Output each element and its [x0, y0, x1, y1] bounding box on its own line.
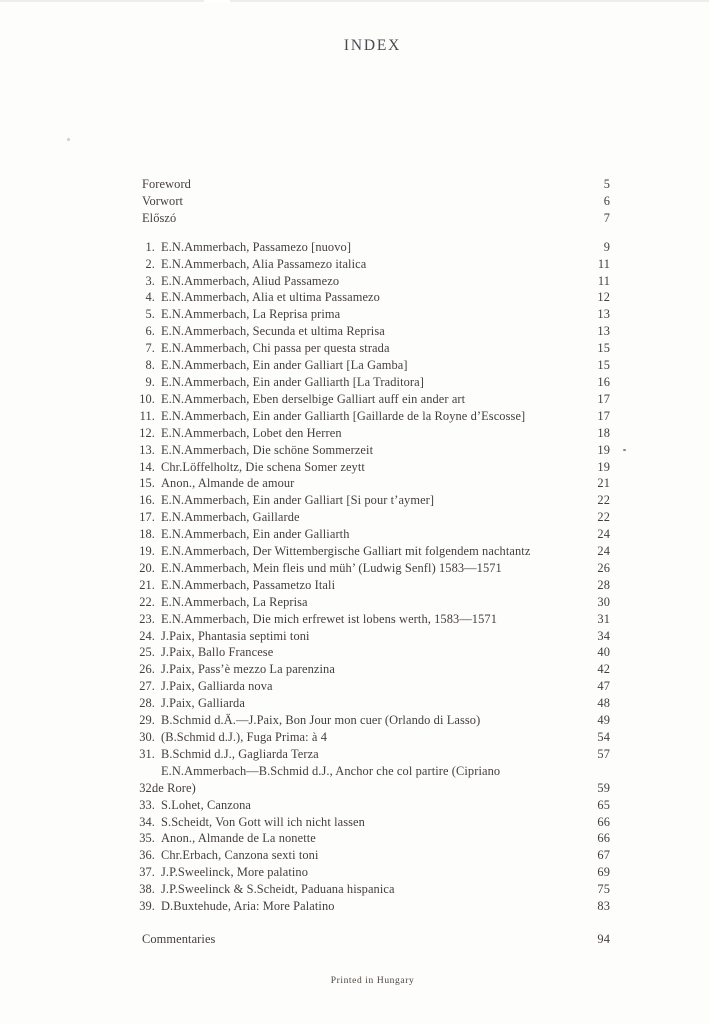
index-entry-row	[135, 543, 610, 560]
page-title: INDEX	[343, 37, 402, 54]
entry-title-line: E.N.Ammerbach, Eben derselbige Galliart auff ein ander art	[161, 391, 466, 406]
index-entry-row	[135, 475, 610, 492]
entry-title	[161, 239, 580, 256]
entry-title	[161, 678, 580, 695]
entry-title	[161, 256, 580, 273]
index-entry-row	[135, 289, 610, 306]
index-entry-row	[135, 459, 610, 476]
page-number: 13	[597, 324, 610, 339]
index-entry-row	[135, 712, 610, 729]
page-number: 24	[597, 527, 610, 542]
entry-number: 26.	[139, 662, 155, 677]
entry-title	[161, 898, 580, 915]
entry-title-line: E.N.Ammerbach, Der Wittembergische Galliart mit folgendem nachtantz	[161, 544, 531, 559]
page-number: 7	[603, 210, 610, 225]
entry-title	[161, 340, 580, 357]
entry-title	[161, 729, 580, 746]
entry-title-line: J.P.Sweelinck, More palatino	[161, 865, 308, 880]
entry-title	[161, 475, 580, 492]
scan-top-edge-notch-artifact	[204, 0, 230, 3]
entry-title-line: E.N.Ammerbach, Mein fleis und müh’ (Ludwig Senfl) 1583—1571	[161, 560, 502, 575]
page-number: 48	[597, 696, 610, 711]
entry-title	[161, 526, 580, 543]
front-matter-label: Vorwort	[142, 193, 184, 208]
index-entry-row	[135, 763, 610, 797]
entry-number: 25.	[139, 645, 155, 660]
index-entry-row	[135, 661, 610, 678]
page-number: 83	[597, 899, 610, 914]
entry-number: 13.	[139, 442, 155, 457]
entry-title-line: J.Paix, Galliarda nova	[161, 679, 273, 694]
entry-title	[152, 763, 580, 797]
entry-title-line: D.Buxtehude, Aria: More Palatino	[161, 899, 335, 914]
index-entry-row	[135, 864, 610, 881]
page-number: 19	[597, 459, 610, 474]
index-entry-row	[135, 611, 610, 628]
entry-title-line: de Rore)	[152, 780, 196, 795]
entry-title-line: J.Paix, Ballo Francese	[161, 645, 274, 660]
entry-title	[161, 492, 580, 509]
index-entry-row	[135, 644, 610, 661]
entry-number: 19.	[139, 544, 155, 559]
entry-title	[161, 442, 580, 459]
entry-title-line: Chr.Erbach, Canzona sexti toni	[161, 848, 319, 863]
page-number: 17	[597, 408, 610, 423]
entry-title	[161, 644, 580, 661]
entry-title	[161, 881, 580, 898]
entry-title	[161, 273, 580, 290]
entry-title-line: E.N.Ammerbach, Ein ander Galliarth [Gaillarde de la Royne d’Escosse]	[161, 408, 526, 423]
entry-title-line: E.N.Ammerbach, Lobet den Herren	[161, 425, 342, 440]
page-number: 16	[597, 374, 610, 389]
entry-title-line: E.N.Ammerbach, Passametzo Itali	[161, 577, 336, 592]
page-number: 15	[597, 358, 610, 373]
entry-title	[161, 577, 580, 594]
index-entry-row	[135, 746, 610, 763]
entry-title	[161, 509, 580, 526]
entry-title-line: E.N.Ammerbach, Ein ander Galliart [Si pour t’aymer]	[161, 493, 435, 508]
entry-title	[161, 661, 580, 678]
entry-title-line: E.N.Ammerbach, Gaillarde	[161, 510, 300, 525]
entry-title	[161, 628, 580, 645]
page-number: 69	[597, 865, 610, 880]
page-number: 13	[597, 307, 610, 322]
index-entry-row	[135, 492, 610, 509]
scan-speck-artifact	[67, 138, 70, 141]
index-entry-row	[135, 323, 610, 340]
front-matter-label: Foreword	[142, 177, 191, 191]
page-number: 5	[603, 177, 610, 191]
commentaries-label: Commentaries	[142, 931, 216, 946]
entry-title-line: J.Paix, Phantasia septimi toni	[161, 628, 310, 643]
index-entry-row	[135, 425, 610, 442]
entry-number: 15.	[139, 476, 155, 491]
page-number: 6	[603, 193, 610, 208]
index-entry-row	[135, 509, 610, 526]
entry-number: 9.	[145, 374, 155, 389]
entry-number: 11.	[139, 408, 155, 423]
page-number: 21	[597, 476, 610, 491]
entry-number: 32.	[139, 780, 155, 795]
imprint-text: Printed in Hungary	[330, 976, 415, 986]
page-number: 31	[597, 611, 610, 626]
entry-title	[161, 374, 580, 391]
entry-title	[161, 847, 580, 864]
entry-title-line: B.Schmid d.Ä.—J.Paix, Bon Jour mon cuer (Orlando di Lasso)	[161, 713, 481, 728]
entry-title-line: Anon., Almande de amour	[161, 476, 295, 491]
entry-number: 5.	[145, 307, 155, 322]
entry-title	[161, 323, 580, 340]
page-number: 11	[597, 273, 610, 288]
page-number: 75	[597, 882, 610, 897]
entry-number: 20.	[139, 560, 155, 575]
entry-number: 39.	[139, 899, 155, 914]
page-number: 28	[597, 577, 610, 592]
entry-title	[161, 611, 580, 628]
index-entry-row	[135, 340, 610, 357]
entry-title	[161, 289, 580, 306]
entry-title	[161, 797, 580, 814]
entry-title-line: E.N.Ammerbach, La Reprisa	[161, 594, 308, 609]
entry-title	[161, 814, 580, 831]
index-entry-row	[135, 898, 610, 915]
entry-number: 24.	[139, 628, 155, 643]
index-entry-row	[135, 577, 610, 594]
index-entry-row	[135, 273, 610, 290]
entry-number: 22.	[139, 594, 155, 609]
index-entry-row	[135, 357, 610, 374]
entry-number: 2.	[145, 256, 155, 271]
entry-title-line: Chr.Löffelholtz, Die schena Somer zeytt	[161, 459, 365, 474]
entry-title	[161, 712, 580, 729]
index-entry-row	[135, 442, 610, 459]
entry-title-line: E.N.Ammerbach, Die schöne Sommerzeit	[161, 442, 374, 457]
entry-title-line: J.Paix, Pass’è mezzo La parenzina	[161, 662, 335, 677]
entry-title	[161, 560, 580, 577]
page-number: 40	[597, 645, 610, 660]
page-number: 57	[597, 746, 610, 761]
page-number: 54	[597, 730, 610, 744]
index-entry-row	[135, 374, 610, 391]
entry-title	[161, 425, 580, 442]
entry-title-line: (B.Schmid d.J.), Fuga Prima: à 4	[161, 730, 327, 744]
entry-number: 36.	[139, 848, 155, 863]
scan-top-edge-artifact	[0, 0, 709, 2]
commentaries-row	[135, 931, 610, 948]
entry-number: 23.	[139, 611, 155, 626]
page-number: 24	[597, 544, 610, 559]
index-entry-row	[135, 628, 610, 645]
page-number: 12	[597, 290, 610, 305]
entry-number: 14.	[139, 459, 155, 474]
entry-title	[161, 391, 580, 408]
entry-number: 28.	[139, 696, 155, 711]
entry-title-line: S.Scheidt, Von Gott will ich nicht lassen	[161, 814, 365, 829]
page-number: 22	[597, 493, 610, 508]
entry-title-line: E.N.Ammerbach, Aliud Passamezo	[161, 273, 340, 288]
entry-title-line: E.N.Ammerbach, Secunda et ultima Reprisa	[161, 324, 385, 339]
entry-number: 27.	[139, 679, 155, 694]
entry-number: 1.	[145, 239, 155, 254]
entry-title	[161, 864, 580, 881]
entry-title	[161, 695, 580, 712]
index-content	[135, 176, 610, 948]
entry-title-line: Anon., Almande de La nonette	[161, 831, 316, 846]
entry-title-line: E.N.Ammerbach, Alia et ultima Passamezo	[161, 290, 380, 305]
index-entry-row	[135, 695, 610, 712]
index-entry-row	[135, 239, 610, 256]
entry-title-line: B.Schmid d.J., Gagliarda Terza	[161, 746, 319, 761]
entry-title-line: E.N.Ammerbach, Alia Passamezo italica	[161, 256, 367, 271]
entry-number: 21.	[139, 577, 155, 592]
page-number: 30	[597, 594, 610, 609]
entry-number: 8.	[145, 358, 155, 373]
entry-title-line: J.Paix, Galliarda	[161, 696, 245, 711]
page-number: 66	[597, 814, 610, 829]
page-number: 11	[597, 256, 610, 271]
entry-number: 4.	[145, 290, 155, 305]
index-entry-row	[135, 526, 610, 543]
entry-title	[161, 543, 580, 560]
page-number: 18	[597, 425, 610, 440]
entry-number: 34.	[139, 814, 155, 829]
entry-number: 3.	[145, 273, 155, 288]
entry-number: 37.	[139, 865, 155, 880]
page-number: 59	[597, 780, 610, 795]
index-entry-row	[135, 560, 610, 577]
front-matter-list	[135, 176, 610, 227]
page-number: 17	[597, 391, 610, 406]
index-entries-list	[135, 239, 610, 915]
entry-number: 33.	[139, 797, 155, 812]
page-number: 9	[603, 239, 610, 254]
scan-speck-artifact	[623, 449, 626, 451]
entry-title-line: E.N.Ammerbach—B.Schmid d.J., Anchor che col partire (Cipriano	[161, 763, 501, 778]
index-entry-row	[135, 678, 610, 695]
index-entry-row	[135, 408, 610, 425]
index-entry-row	[135, 391, 610, 408]
entry-title-line: E.N.Ammerbach, Ein ander Galliarth [La Traditora]	[161, 374, 424, 389]
page-number: 42	[597, 662, 610, 677]
page-number: 94	[597, 931, 610, 946]
page-number: 19	[597, 442, 610, 457]
index-entry-row	[135, 594, 610, 611]
index-entry-row	[135, 256, 610, 273]
page-number: 34	[597, 628, 610, 643]
entry-number: 10.	[139, 391, 155, 406]
entry-title-line: E.N.Ammerbach, Chi passa per questa strada	[161, 341, 390, 356]
entry-number: 16.	[139, 493, 155, 508]
entry-title-line: S.Lohet, Canzona	[161, 797, 252, 812]
page-number: 67	[597, 848, 610, 863]
page-number: 47	[597, 679, 610, 694]
entry-number: 7.	[145, 341, 155, 356]
page-number: 26	[597, 560, 610, 575]
page-number: 49	[597, 713, 610, 728]
index-entry-row	[135, 306, 610, 323]
entry-number: 18.	[139, 527, 155, 542]
entry-number: 38.	[139, 882, 155, 897]
entry-title-line: E.N.Ammerbach, Ein ander Galliarth	[161, 527, 350, 542]
index-entry-row	[135, 830, 610, 847]
index-entry-row	[135, 729, 610, 746]
front-matter-row	[135, 193, 610, 210]
front-matter-label: Előszó	[142, 210, 177, 225]
entry-number: 30.	[139, 730, 155, 744]
front-matter-row	[135, 176, 610, 193]
index-entry-row	[135, 797, 610, 814]
entry-number: 17.	[139, 510, 155, 525]
entry-title	[161, 830, 580, 847]
entry-title-line: J.P.Sweelinck & S.Scheidt, Paduana hispanica	[161, 882, 395, 897]
entry-number: 6.	[145, 324, 155, 339]
entry-title	[161, 306, 580, 323]
entry-title-line: E.N.Ammerbach, Passamezo [nuovo]	[161, 239, 352, 254]
entry-number: 29.	[139, 713, 155, 728]
entry-title-line: E.N.Ammerbach, La Reprisa prima	[161, 307, 341, 322]
entry-title	[161, 594, 580, 611]
entry-number: 31.	[139, 746, 155, 761]
index-entry-row	[135, 847, 610, 864]
page-number: 15	[597, 341, 610, 356]
page-number: 66	[597, 831, 610, 846]
entry-title-line: E.N.Ammerbach, Die mich erfrewet ist lobens werth, 1583—1571	[161, 611, 497, 626]
entry-title	[161, 408, 580, 425]
page-number: 65	[597, 797, 610, 812]
entry-title	[161, 357, 580, 374]
page-number: 22	[597, 510, 610, 525]
entry-title	[161, 459, 580, 476]
entry-number: 35.	[139, 831, 155, 846]
entry-title	[161, 746, 580, 763]
entry-number: 12.	[139, 425, 155, 440]
entry-title-line: E.N.Ammerbach, Ein ander Galliart [La Gamba]	[161, 358, 408, 373]
index-entry-row	[135, 814, 610, 831]
front-matter-row	[135, 210, 610, 227]
index-entry-row	[135, 881, 610, 898]
